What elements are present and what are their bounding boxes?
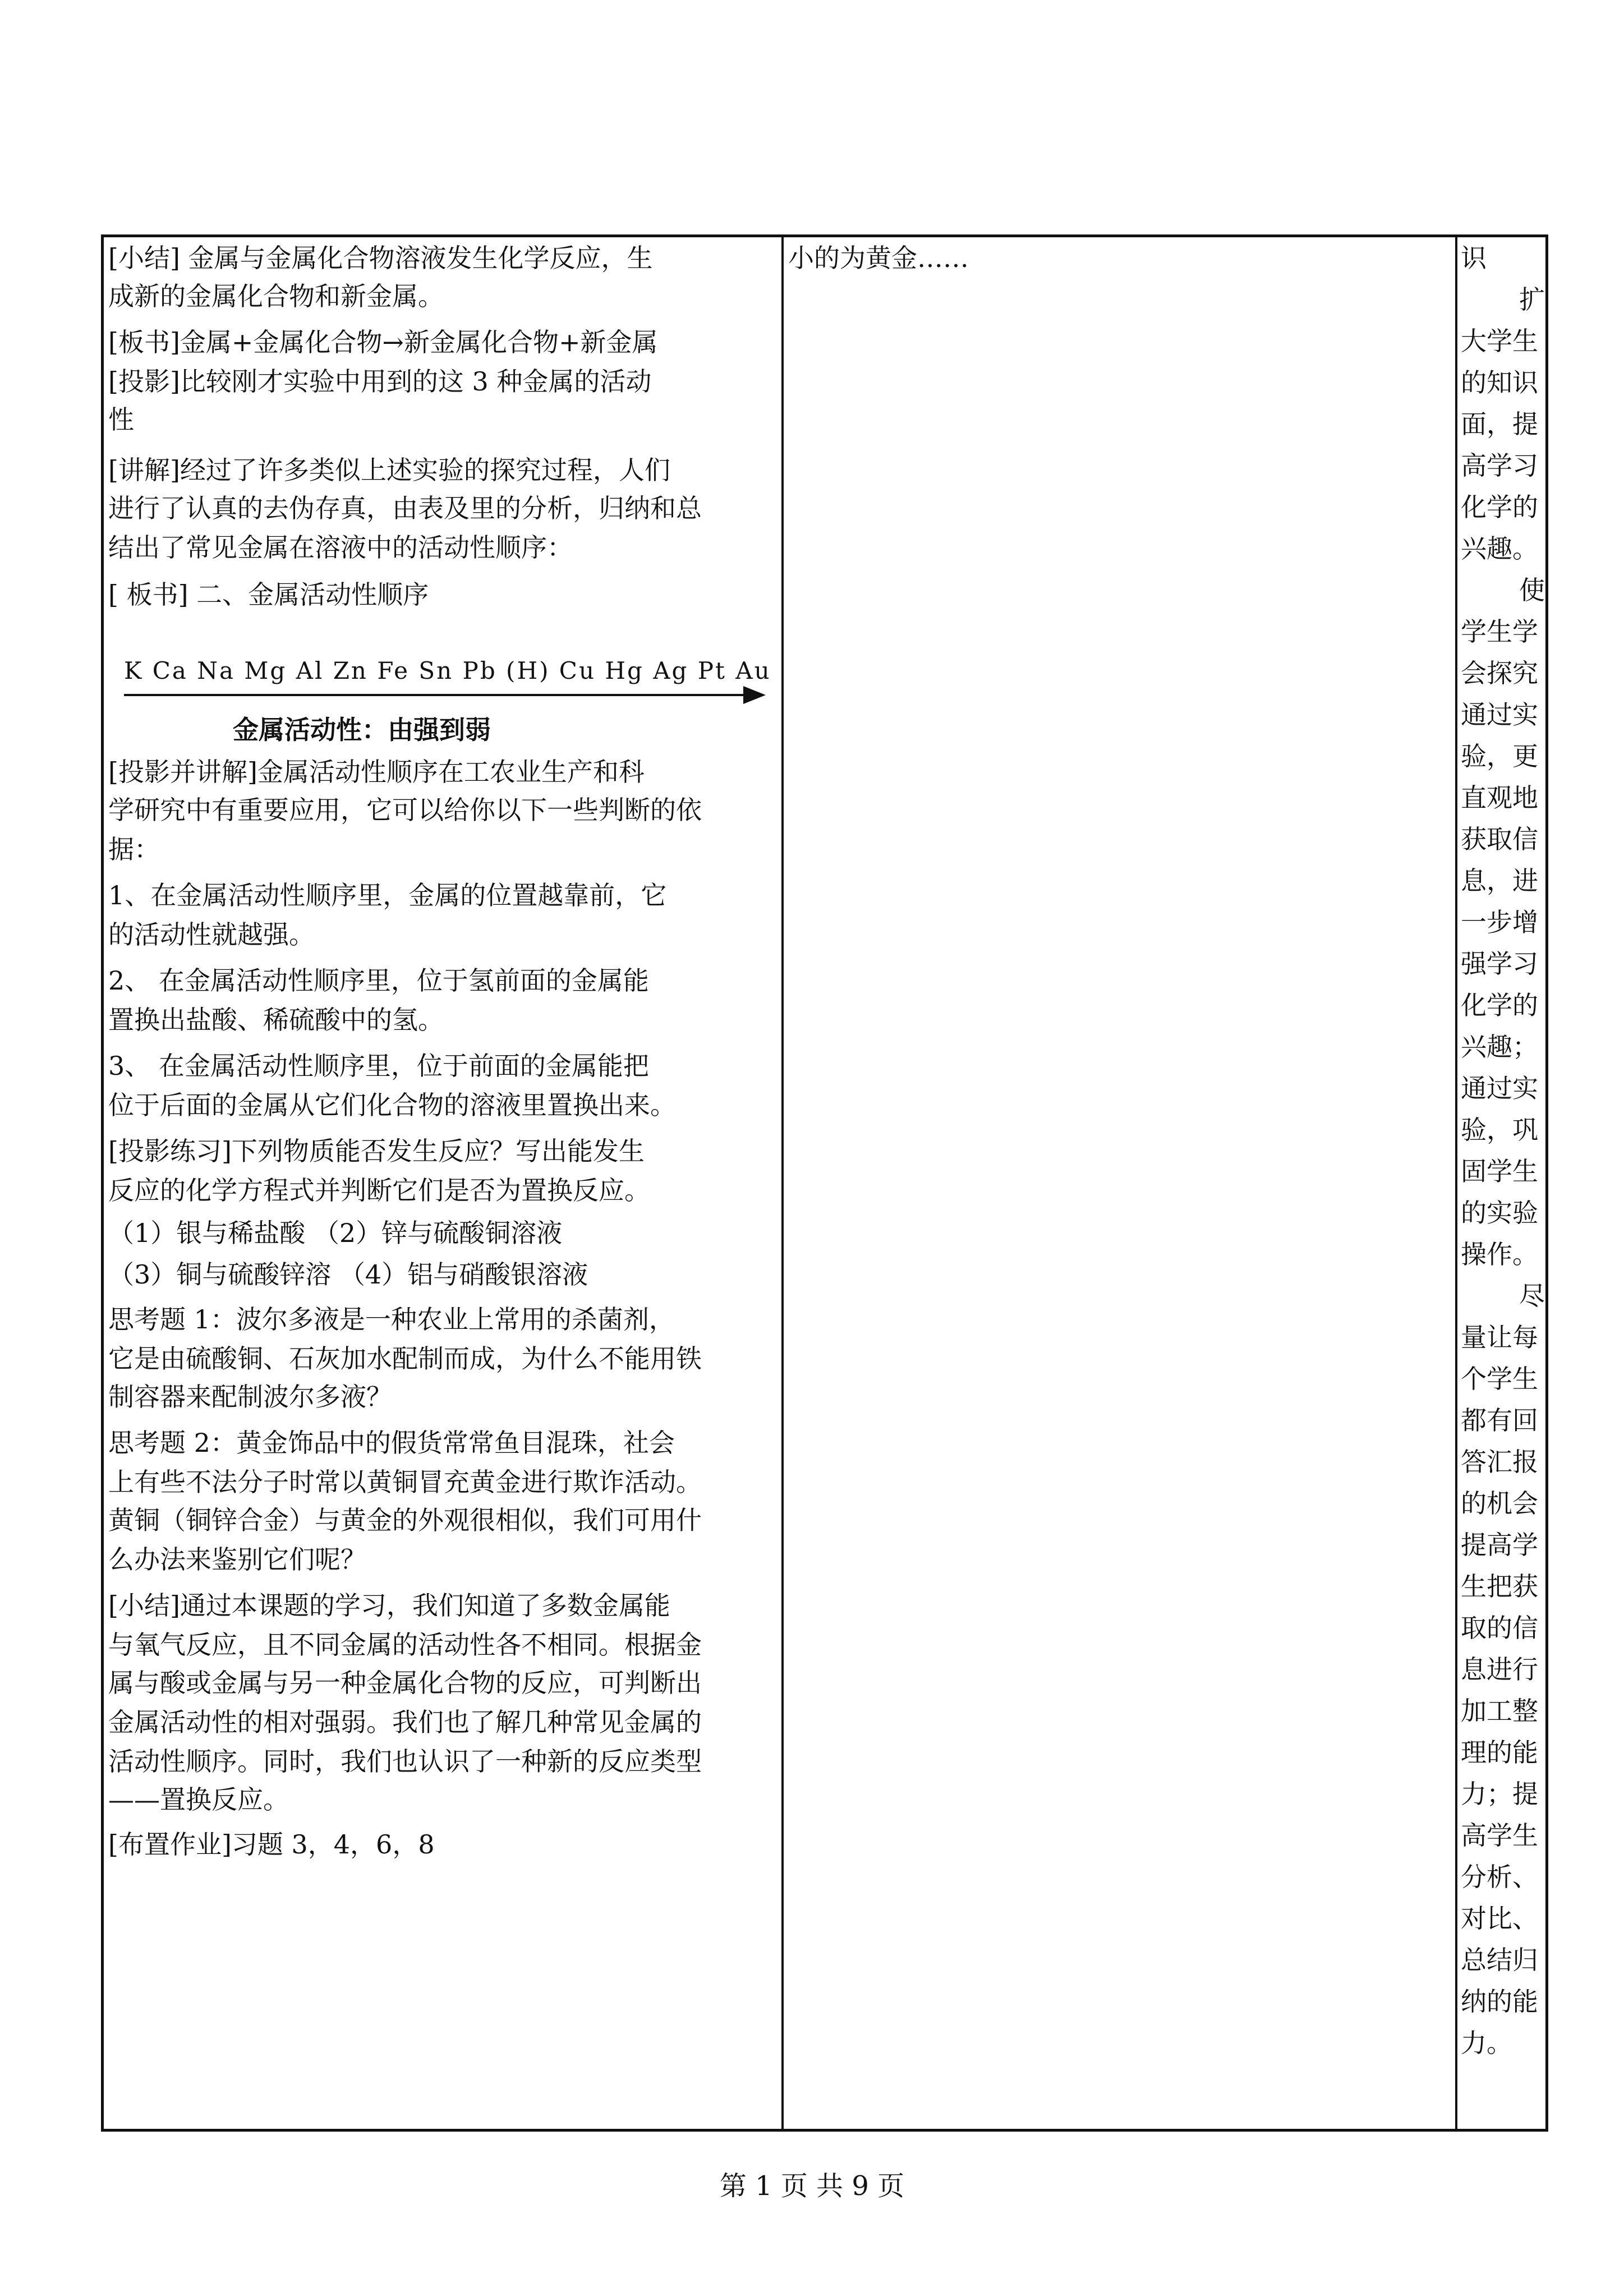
design-intent-line: 尽 [1519,1281,1545,1311]
lesson-text-line: [投影并讲解]金属活动性顺序在工农业生产和科 [108,757,645,787]
design-intent-line: 操作。 [1461,1239,1538,1269]
lesson-text-line: 上有些不法分子时常以黄铜冒充黄金进行欺诈活动。 [108,1467,702,1497]
design-intent-line: 的知识 [1461,367,1538,398]
arrow-head-icon [743,686,766,704]
lesson-text-line: 2、 在金属活动性顺序里，位于氢前面的金属能 [108,965,649,996]
student-activity-column [784,237,1457,2129]
design-intent-line: 化学的 [1461,990,1538,1020]
lesson-text-line: 么办法来鉴别它们呢？ [108,1544,366,1575]
lesson-text-line: ——置换反应。 [108,1784,289,1815]
design-intent-line: 兴趣； [1461,1032,1538,1062]
lesson-text-line: 成新的金属化合物和新金属。 [108,281,444,311]
design-intent-line: 大学生 [1461,326,1538,356]
design-intent-line: 息进行 [1461,1654,1538,1685]
design-intent-line: 验，更 [1461,741,1538,771]
lesson-text-line: 置换出盐酸、稀硫酸中的氢。 [108,1005,444,1035]
lesson-text-line: [投影]比较刚才实验中用到的这 3 种金属的活动 [108,366,652,397]
lesson-text-line: [ 板书] 二、金属活动性顺序 [108,579,429,610]
design-intent-line: 息，进 [1461,866,1538,896]
design-intent-line: 力。 [1461,2028,1512,2058]
lesson-table [101,234,1548,2132]
design-intent-line: 验，巩 [1461,1115,1538,1145]
lesson-text-line: [小结]通过本课题的学习，我们知道了多数金属能 [108,1590,670,1621]
lesson-text-line: 它是由硫酸铜、石灰加水配制而成，为什么不能用铁 [108,1343,702,1374]
design-intent-line: 通过实 [1461,1073,1538,1103]
lesson-text-line: 据： [108,834,160,864]
design-intent-line: 兴趣。 [1461,533,1538,564]
metal-activity-series: K Ca Na Mg Al Zn Fe Sn Pb (H) Cu Hg Ag Pt Au [124,657,771,684]
design-intent-line: 个学生 [1461,1364,1538,1394]
lesson-text-line: 结出了常见金属在溶液中的活动性顺序： [108,532,573,563]
design-intent-line: 通过实 [1461,700,1538,730]
lesson-text-line: 学研究中有重要应用，它可以给你以下一些判断的依 [108,795,702,825]
design-intent-line: 取的信 [1461,1613,1538,1643]
design-intent-line: 对比、 [1461,1903,1538,1934]
design-intent-column [1457,237,1546,2129]
lesson-text-line: 属与酸或金属与另一种金属化合物的反应，可判断出 [108,1668,702,1698]
activity-direction-label: 金属活动性：由强到弱 [233,715,491,745]
lesson-text-line: 活动性顺序。同时，我们也认识了一种新的反应类型 [108,1746,702,1777]
lesson-text-line: 思考题 2：黄金饰品中的假货常常鱼目混珠，社会 [108,1428,675,1458]
design-intent-line: 总结归 [1461,1945,1538,1975]
lesson-text-line: 1、在金属活动性顺序里，金属的位置越靠前，它 [108,880,667,910]
lesson-text-line: （3）铜与硫酸锌溶 （4）铝与硝酸银溶液 [108,1259,588,1290]
design-intent-line: 使 [1519,575,1545,605]
page-footer: 第 1 页 共 9 页 [719,2170,905,2202]
lesson-text-line: [讲解]经过了许多类似上述实验的探究过程，人们 [108,455,670,485]
design-intent-line: 高学习 [1461,450,1538,481]
design-intent-line: 直观地 [1461,783,1538,813]
design-intent-line: 识 [1461,243,1487,273]
design-intent-line: 固学生 [1461,1156,1538,1186]
lesson-text-line: 思考题 1：波尔多液是一种农业上常用的杀菌剂， [108,1304,675,1335]
lesson-text-line: 制容器来配制波尔多液？ [108,1382,392,1412]
design-intent-line: 提高学 [1461,1530,1538,1560]
lesson-text-line: 金属活动性的相对强弱。我们也了解几种常见金属的 [108,1707,702,1737]
design-intent-line: 分析、 [1461,1862,1538,1892]
design-intent-line: 的机会 [1461,1488,1538,1519]
design-intent-line: 力；提 [1461,1779,1538,1809]
design-intent-line: 化学的 [1461,492,1538,522]
lesson-text-line: [投影练习]下列物质能否发生反应？写出能发生 [108,1136,645,1166]
lesson-text-line: 位于后面的金属从它们化合物的溶液里置换出来。 [108,1090,676,1120]
design-intent-line: 高学生 [1461,1820,1538,1851]
design-intent-line: 量让每 [1461,1322,1538,1352]
lesson-text-line: [板书]金属+金属化合物→新金属化合物+新金属 [108,327,658,357]
lesson-text-line: 进行了认真的去伪存真，由表及里的分析，归纳和总 [108,493,702,523]
student-text-line: 小的为黄金…… [788,243,969,273]
lesson-text-line: 性 [108,404,134,435]
lesson-text-line: 与氧气反应，且不同金属的活动性各不相同。根据金 [108,1630,702,1660]
lesson-text-line: 反应的化学方程式并判断它们是否为置换反应。 [108,1175,650,1205]
design-intent-line: 的实验 [1461,1198,1538,1228]
lesson-text-line: （1）银与稀盐酸 （2）锌与硫酸铜溶液 [108,1218,563,1248]
design-intent-line: 理的能 [1461,1737,1538,1768]
design-intent-line: 生把获 [1461,1571,1538,1602]
design-intent-line: 获取信 [1461,824,1538,854]
design-intent-line: 纳的能 [1461,1986,1538,2017]
design-intent-line: 加工整 [1461,1696,1538,1726]
lesson-text-line: [小结] 金属与金属化合物溶液发生化学反应，生 [108,243,653,273]
activity-arrow [124,694,758,696]
design-intent-line: 都有回 [1461,1405,1538,1435]
design-intent-line: 强学习 [1461,949,1538,979]
design-intent-line: 答汇报 [1461,1447,1538,1477]
design-intent-line: 学生学 [1461,616,1538,647]
teacher-activity-column [104,237,784,2129]
lesson-text-line: 的活动性就越强。 [108,919,315,950]
lesson-text-line: 黄铜（铜锌合金）与黄金的外观很相似，我们可用什 [108,1505,702,1535]
lesson-text-line: [布置作业]习题 3，4，6，8 [108,1829,435,1860]
design-intent-line: 会探究 [1461,658,1538,688]
design-intent-line: 面，提 [1461,409,1538,439]
lesson-text-line: 3、 在金属活动性顺序里，位于前面的金属能把 [108,1051,649,1081]
design-intent-line: 一步增 [1461,907,1538,937]
design-intent-line: 扩 [1519,284,1545,315]
